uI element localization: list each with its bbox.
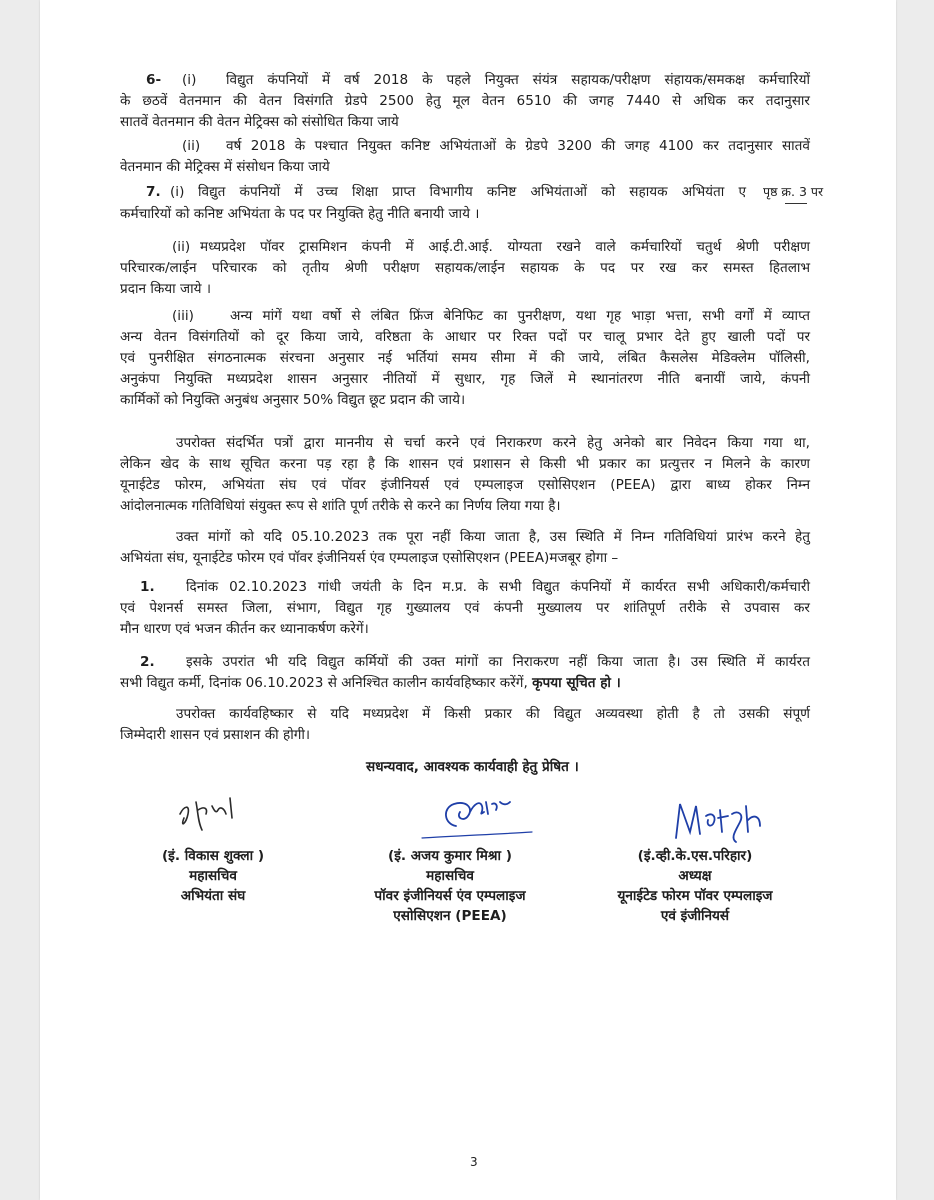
- responsibility-paragraph-line: जिम्मेदारी शासन एवं प्रसाशन की होगी।: [120, 727, 311, 743]
- point-7-i-line: कर्मचारियों को कनिष्ट अभियंता के पद पर नियुक्ति हेतु नीति बनायी जाये ।: [120, 206, 480, 222]
- point-6-number: 6-: [146, 72, 162, 88]
- signatory-2-org: पॉवर इंजीनियर्स एंव एम्पलाइज: [374, 888, 526, 904]
- signatory-2-org: एसोसिएशन (PEEA): [393, 908, 507, 924]
- item-2-number: 2.: [140, 654, 155, 670]
- context-paragraph-line: उपरोक्त संदर्भित पत्रों द्वारा माननीय से चर्चा करने एवं निराकरण करने हेतु अनेको बार निवेदन किया गया था,: [176, 435, 810, 451]
- signature-3-image: [656, 792, 806, 848]
- signatory-3-block: [580, 846, 810, 926]
- item-1-line: दिनांक 02.10.2023 गांधी जयंती के दिन म.प्र. के सभी विद्युत कंपनियों में कार्यरत सभी अधिकारी/कर्मचारी: [186, 579, 810, 595]
- point-7-ii-line: प्रदान किया जाये ।: [120, 281, 211, 297]
- point-6-i-line: विद्युत कंपनियों में वर्ष 2018 के पहले नियुक्त संयंत्र सहायक/परीक्षण संहायक/समकक्ष कर्मचारियों: [226, 72, 810, 88]
- context-paragraph-line: यूनाईटेड फोरम, अभियंता संघ एवं पॉवर इंजीनियर्स एवं एम्पलाइज एसोसिएशन (PEEA) द्वारा बाध्य होकर निम्न: [120, 477, 810, 493]
- note-underline: [785, 203, 807, 204]
- point-6-i-label: (i): [182, 72, 197, 88]
- item-2-line: इसके उपरांत भी यदि विद्युत कर्मियों की उक्त मांगों का निराकरण नहीं किया जाता है। उस स्थिति में कार्यरत: [186, 654, 810, 670]
- deadline-paragraph-line: उक्त मांगों को यदि 05.10.2023 तक पूरा नहीं किया जाता है, उस स्थिति में निम्न गतिविधियां प्रारंभ करने हेतु: [176, 529, 810, 545]
- point-7-ii-line: मध्यप्रदेश पॉवर ट्रासमिशन कंपनी में आई.टी.आई. योग्यता रखने वाले कर्मचारियों चतुर्थ श्रेणी परीक्षण: [200, 239, 810, 255]
- point-6-ii-label: (ii): [182, 138, 201, 154]
- point-7-iii-line: अनुकंपा नियुक्ति मध्यप्रदेश शासन अनुसार नीतियों में सुधार, गृह जिलें मे स्थानांतरण नीति बनायीं जाये, कंपनी: [120, 371, 810, 387]
- page-number: 3: [470, 1155, 478, 1169]
- signatory-3-name: (इं.व्ही.के.एस.परिहार): [637, 848, 753, 864]
- point-7-iii-line: एवं पुनरीक्षित संगठनात्मक संरचना अनुसार नई भर्तियां समय सीमा में की जाये, लंबित कैसलेस मेडिक्लेम पॉलिसी,: [120, 350, 810, 366]
- signatory-3-org: यूनाईटेड फोरम पॉवर एम्पलाइज: [617, 888, 773, 904]
- signatory-1-block: [110, 846, 316, 906]
- signatory-1-name: (इं. विकास शुक्ला ): [161, 848, 265, 864]
- point-7-number: 7.: [146, 184, 161, 200]
- item-1-line: मौन धारण एवं भजन कीर्तन कर ध्यानाकर्षण करेगें।: [120, 621, 369, 637]
- point-6-i-line: के छठवें वेतनमान की वेतन विसंगति ग्रेडपे 2500 हेतु मूल वेतन 6510 की जगह 7440 से अधिक कर तदानुसार: [120, 93, 810, 109]
- item-1-number: 1.: [140, 579, 155, 595]
- point-7-iii-line: कार्मिकों को नियुक्ति अनुबंध अनुसार 50% विद्युत छूट प्रदान की जाये।: [120, 392, 466, 408]
- item-2-emphasis: कृपया सूचित हो ।: [532, 675, 621, 691]
- point-6-ii-line: वेतनमान की मेट्रिक्स में संसोधन किया जाये: [120, 159, 330, 175]
- point-6-ii-line: वर्ष 2018 के पश्चात नियुक्त कनिष्ट अभियंताओं के ग्रेडपे 3200 की जगह 4100 कर तदानुसार सातवें: [226, 138, 810, 154]
- signature-2-image: [412, 782, 542, 844]
- context-paragraph-line: आंदोलनात्मक गतिविधियां संयुक्त रूप से शांति पूर्ण तरीके से करने का निर्णय लिया गया है।: [120, 498, 561, 514]
- point-7-i-line: विद्युत कंपनियों में उच्च शिक्षा प्राप्त विभागीय कनिष्ट अभियंताओं को सहायक अभियंता ए: [198, 184, 746, 200]
- item-2-text: सभी विद्युत कर्मी, दिनांक 06.10.2023 से अनिश्चित कालीन कार्यवहिष्कार करेंगें,: [120, 675, 528, 691]
- handwritten-page-note: पृष्ठ क्र. 3 पर: [763, 184, 824, 199]
- item-1-line: एवं पेशनर्स समस्त जिला, संभाग, विद्युत गृह गुख्यालय एवं कंपनी मुख्यालय पर शांतिपूर्ण तरीके से उपवास कर: [120, 600, 810, 616]
- signatory-3-org: एवं इंजीनियर्स: [660, 908, 730, 924]
- document-page: [40, 0, 896, 1200]
- point-7-i-label: (i): [170, 184, 185, 200]
- point-7-iii-line: अन्य मांगें यथा वर्षो से लंबित फ्रिंज बेनिफिट का पुनरीक्षण, यथा गृह भाड़ा भत्ता, सभी वर्गों में व्याप्त: [230, 308, 810, 324]
- signature-1-image: [168, 788, 258, 838]
- closing-line: सधन्यवाद, आवश्यक कार्यवाही हेतु प्रेषित ।: [366, 759, 579, 775]
- signatory-2-block: [340, 846, 560, 926]
- point-7-iii-label: (iii): [172, 308, 194, 324]
- point-6-i-line: सातवें वेतनमान की वेतन मेट्रिक्स को संसोधित किया जाये: [120, 114, 399, 130]
- deadline-paragraph-line: अभियंता संघ, यूनाईटेड फोरम एवं पॉवर इंजीनियर्स एंव एम्पलाइज एसोसिएशन (PEEA)मजबूर होगा –: [120, 550, 619, 566]
- signatory-2-designation: महासचिव: [426, 868, 474, 884]
- context-paragraph-line: लेकिन खेद के साथ सूचित करना पड़ रहा है कि शासन एवं प्रशासन से किसी भी प्रकार का प्रत्युत्तर न मिलने के कारण: [120, 456, 810, 472]
- point-7-iii-line: अन्य वेतन विसंगतियों को दूर किया जाये, वरिष्ठता के आधार पर रिक्त पदों पर चालू प्रभार देते हुए खाली पदों पर: [120, 329, 810, 345]
- responsibility-paragraph-line: उपरोक्त कार्यवहिष्कार से यदि मध्यप्रदेश में किसी प्रकार की विद्युत अव्यवस्था होती है तो उसकी संपूर्ण: [176, 706, 810, 722]
- signatory-3-designation: अध्यक्ष: [678, 868, 712, 884]
- signatory-1-org: अभियंता संघ: [180, 888, 246, 904]
- point-7-ii-line: परिचारक/लाईन परिचारक को तृतीय श्रेणी परीक्षण सहायक/लाईन सहायक के पद पर रख कर समस्त हितलाभ: [120, 260, 810, 276]
- signatory-2-name: (इं. अजय कुमार मिश्रा ): [388, 848, 512, 864]
- signatory-1-designation: महासचिव: [189, 868, 237, 884]
- item-2-line-2: [120, 673, 621, 694]
- point-7-ii-label: (ii): [172, 239, 191, 255]
